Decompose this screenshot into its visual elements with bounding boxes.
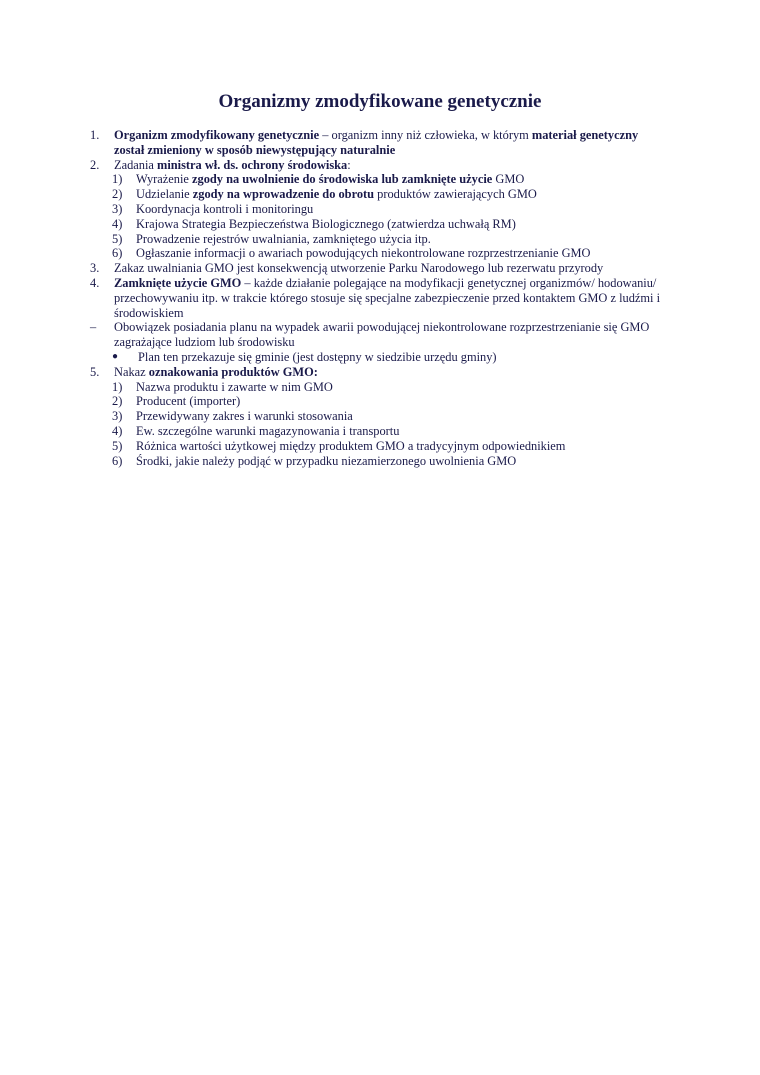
list-item (90, 232, 670, 247)
list-item (90, 246, 670, 261)
list-item-text (136, 187, 537, 201)
list-item-marker: 4) (112, 423, 123, 438)
list-item-marker: 2) (112, 187, 123, 202)
list-item-marker: 5) (112, 438, 123, 453)
text-span: GMO (492, 172, 525, 187)
bold-text: ministra wł. ds. ochrony środowiska (157, 157, 348, 172)
list-item-text (114, 365, 318, 379)
list-item-text (136, 439, 565, 453)
list-item (90, 202, 670, 217)
text-span: Różnica wartości użytkowej między produktem GMO a tradycyjnym odpowiednikiem (136, 438, 566, 453)
list-item-marker: 2. (90, 157, 100, 172)
text-span: Producent (importer) (136, 394, 241, 409)
list-item (90, 276, 670, 320)
text-span: : (347, 157, 351, 172)
list-item-text (114, 276, 660, 320)
text-span: Zadania (114, 157, 157, 172)
list-item-text (114, 320, 649, 349)
document-title: Organizmy zmodyfikowane genetycznie (218, 91, 542, 112)
list-item (90, 261, 670, 276)
list-item-marker: 5) (112, 231, 123, 246)
list-item-text (136, 424, 399, 438)
list-item (90, 409, 670, 424)
text-span: Plan ten przekazuje się gminie (jest dostępny w siedzibie urzędu gminy) (138, 349, 497, 364)
list-item (90, 394, 670, 409)
text-span: Ew. szczególne warunki magazynowania i transportu (136, 423, 400, 438)
list-item (90, 187, 670, 202)
list-item-marker: 2) (112, 394, 123, 409)
bold-text: zgody na uwolnienie do środowiska lub zamknięte użycie (192, 172, 493, 187)
list-item-text (136, 380, 333, 394)
text-span: Nazwa produktu i zawarte w nim GMO (136, 379, 333, 394)
list-item-text (136, 394, 240, 408)
list-item-marker: 5. (90, 364, 100, 379)
list-item-marker: 3) (112, 409, 123, 424)
text-span: Wyrażenie (136, 172, 193, 187)
list-item-marker: ● (112, 350, 119, 362)
text-span: Zakaz uwalniania GMO jest konsekwencją utworzenie Parku Narodowego lub rezerwatu przyrody (114, 261, 604, 276)
list-item (90, 454, 670, 469)
text-span: Prowadzenie rejestrów uwalniania, zamkniętego użycia itp. (136, 231, 431, 246)
list-item (90, 424, 670, 439)
text-span: Ogłaszanie informacji o awariach powodujących niekontrolowane rozprzestrzenianie GMO (136, 246, 591, 261)
list-item-marker: 1) (112, 172, 123, 187)
list-item-marker: 4. (90, 275, 100, 290)
bold-text: materiał genetyczny został zmieniony w sposób niewystępujący naturalnie (114, 128, 639, 157)
list-item-marker: 6) (112, 453, 123, 468)
list-item-marker: 3. (90, 261, 100, 276)
list-item (90, 158, 670, 173)
list-item-text (136, 454, 516, 468)
list-item-text (138, 350, 497, 364)
list-item (90, 320, 670, 350)
list-item-text (114, 128, 638, 157)
list-item (90, 128, 670, 158)
bold-text: zgody na wprowadzenie do obrotu (192, 187, 375, 202)
document-list (90, 128, 670, 468)
list-item-text (136, 217, 516, 231)
text-span: Przewidywany zakres i warunki stosowania (136, 409, 353, 424)
list-item (90, 172, 670, 187)
list-item-text (136, 202, 313, 216)
list-item-text (136, 246, 591, 260)
text-span: produktów zawierających GMO (374, 187, 537, 202)
list-item-text (114, 158, 351, 172)
list-item (90, 439, 670, 454)
text-span: Udzielanie (136, 187, 193, 202)
list-item (90, 217, 670, 232)
text-span: – organizm inny niż człowieka, w którym (319, 128, 532, 142)
list-item-text (136, 232, 431, 246)
list-item-marker: 1) (112, 379, 123, 394)
bold-text: oznakowania produktów GMO: (148, 364, 318, 379)
text-span: Krajowa Strategia Bezpieczeństwa Biologicznego (zatwierdza uchwałą RM) (136, 216, 516, 231)
bold-text: Organizm zmodyfikowany genetycznie (114, 128, 320, 142)
text-span: Obowiązek posiadania planu na wypadek awarii powodującej niekontrolowane rozprzestrzenianie się GMO zagrażające ludziom lub środowisku (114, 320, 650, 350)
list-item-marker: 3) (112, 201, 123, 216)
list-item-marker: – (90, 320, 97, 335)
text-span: – każde działanie polegające na modyfikacji genetycznej organizmów/ hodowaniu/ przechowywaniu itp. w trakcie którego stosuje się specjalne zabezpieczenie przed kontaktem GMO z ludźmi i środowiskiem (114, 275, 661, 320)
list-item-text (114, 261, 603, 275)
list-item-marker: 1. (90, 128, 100, 142)
list-item (90, 365, 670, 380)
list-item-text (136, 409, 353, 423)
text-span: Nakaz (114, 364, 149, 379)
list-item-text (136, 172, 524, 186)
list-item (90, 350, 670, 365)
text-span: Koordynacja kontroli i monitoringu (136, 201, 314, 216)
list-item (90, 380, 670, 395)
list-item-marker: 4) (112, 216, 123, 231)
bold-text: Zamknięte użycie GMO (114, 275, 242, 290)
list-item-marker: 6) (112, 246, 123, 261)
text-span: Środki, jakie należy podjąć w przypadku niezamierzonego uwolnienia GMO (136, 453, 517, 468)
